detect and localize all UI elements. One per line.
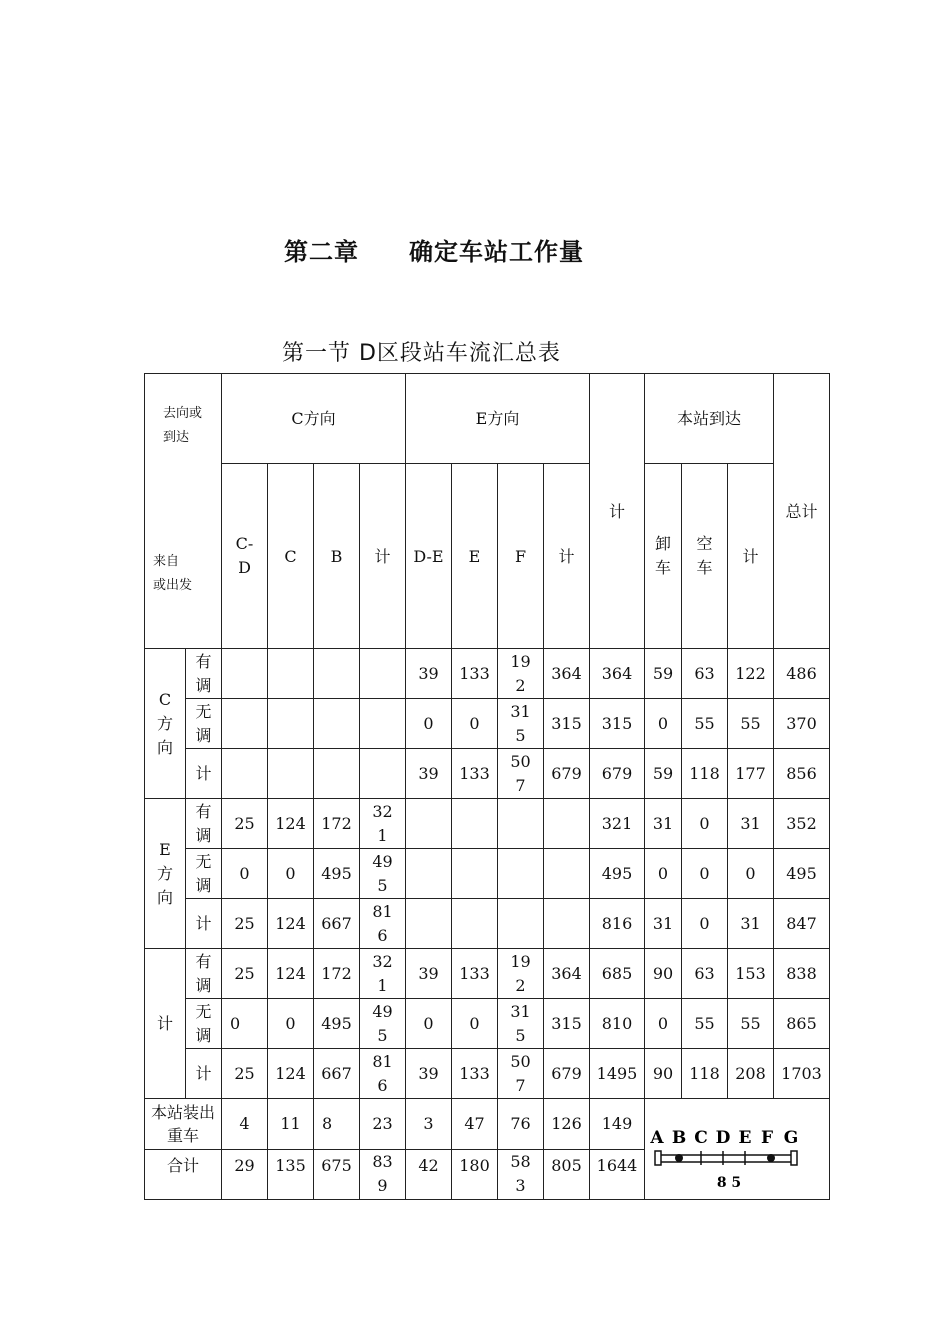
subheader-c-ji: 计	[360, 464, 406, 649]
chapter-title: 第二章 确定车站工作量	[284, 238, 584, 266]
legend-letter: F	[760, 1128, 774, 1148]
section-title: 第一节 D区段站车流汇总表	[282, 341, 561, 366]
table-cell: 172	[314, 799, 360, 849]
table-row	[145, 899, 830, 949]
table-cell: 507	[498, 749, 544, 799]
table-cell	[406, 899, 452, 949]
table-cell: 0	[406, 999, 452, 1049]
row-type-label: 有调	[186, 799, 222, 849]
table-cell: 124	[268, 899, 314, 949]
table-cell: 39	[406, 949, 452, 999]
table-cell	[314, 749, 360, 799]
table-row	[145, 649, 830, 699]
table-cell	[314, 649, 360, 699]
table-cell	[544, 899, 590, 949]
table-cell	[222, 749, 268, 799]
subheader-unload: 卸车	[645, 464, 682, 649]
legend-sub-label: 8 5	[716, 1175, 742, 1191]
table-cell: 31	[645, 899, 682, 949]
legend-letters	[649, 1128, 798, 1148]
row-group-label: 计	[145, 949, 186, 1099]
table-cell: 118	[682, 749, 728, 799]
track-node	[767, 1154, 775, 1162]
table-cell	[360, 749, 406, 799]
sum-cell: 180	[452, 1149, 498, 1200]
sum-cell: 839	[360, 1149, 406, 1200]
load-cell: 8	[314, 1099, 360, 1150]
table-cell: 679	[544, 749, 590, 799]
table-cell: 856	[774, 749, 830, 799]
station-layout-legend	[645, 1099, 830, 1200]
sum-row-label: 合计	[145, 1149, 222, 1200]
table-cell: 63	[682, 649, 728, 699]
legend-letter: C	[694, 1128, 708, 1148]
table-cell	[406, 799, 452, 849]
table-cell: 315	[498, 999, 544, 1049]
legend-letter: A	[650, 1128, 664, 1148]
track-end-right	[791, 1151, 797, 1165]
subheader-empty: 空车	[682, 464, 728, 649]
table-cell: 667	[314, 1049, 360, 1099]
subheader-e-de: D-E	[406, 464, 452, 649]
table-cell: 1703	[774, 1049, 830, 1099]
table-cell: 679	[590, 749, 645, 799]
subheader-e-f: F	[498, 464, 544, 649]
table-cell: 495	[590, 849, 645, 899]
table-cell: 31	[728, 899, 774, 949]
table-cell: 0	[682, 899, 728, 949]
load-cell: 76	[498, 1099, 544, 1150]
header-local-arrival: 本站到达	[645, 374, 774, 464]
table-cell: 39	[406, 649, 452, 699]
table-cell: 364	[590, 649, 645, 699]
table-cell: 847	[774, 899, 830, 949]
table-cell: 90	[645, 949, 682, 999]
table-cell: 59	[645, 749, 682, 799]
table-cell: 321	[590, 799, 645, 849]
header-e-direction: E方向	[406, 374, 590, 464]
sum-cell: 135	[268, 1149, 314, 1200]
table-cell: 124	[268, 1049, 314, 1099]
table-cell: 685	[590, 949, 645, 999]
legend-letter: B	[671, 1128, 687, 1148]
table-cell: 39	[406, 749, 452, 799]
table-cell: 321	[360, 799, 406, 849]
legend-letter: D	[715, 1128, 731, 1148]
row-group-label: E方向	[145, 799, 186, 949]
table-cell	[222, 699, 268, 749]
table-cell	[498, 849, 544, 899]
load-cell: 47	[452, 1099, 498, 1150]
table-cell: 816	[360, 899, 406, 949]
station-layout-diagram	[645, 1099, 828, 1199]
sum-cell: 583	[498, 1149, 544, 1200]
table-cell: 810	[590, 999, 645, 1049]
table-cell: 63	[682, 949, 728, 999]
table-cell: 816	[360, 1049, 406, 1099]
table-cell: 315	[498, 699, 544, 749]
table-row	[145, 799, 830, 849]
header-ji: 计	[590, 374, 645, 649]
load-cell: 23	[360, 1099, 406, 1150]
table-cell: 0	[222, 999, 268, 1049]
table-row	[145, 849, 830, 899]
table-cell: 0	[645, 699, 682, 749]
table-cell	[268, 649, 314, 699]
table-cell: 55	[728, 699, 774, 749]
load-cell: 11	[268, 1099, 314, 1150]
table-cell: 0	[645, 999, 682, 1049]
table-cell: 0	[268, 849, 314, 899]
table-cell	[452, 799, 498, 849]
table-row	[145, 1049, 830, 1099]
table-cell: 0	[682, 849, 728, 899]
row-type-label: 无调	[186, 849, 222, 899]
sum-cell: 29	[222, 1149, 268, 1200]
table-cell: 507	[498, 1049, 544, 1099]
corner-header-cell	[145, 374, 222, 649]
table-cell: 1495	[590, 1049, 645, 1099]
load-cell: 4	[222, 1099, 268, 1150]
table-cell: 352	[774, 799, 830, 849]
table-cell: 39	[406, 1049, 452, 1099]
table-cell: 133	[452, 749, 498, 799]
subheader-c-b: B	[314, 464, 360, 649]
track-node	[675, 1154, 683, 1162]
header-c-direction: C方向	[222, 374, 406, 464]
table-cell: 133	[452, 949, 498, 999]
table-cell: 153	[728, 949, 774, 999]
table-cell: 364	[544, 649, 590, 699]
table-cell: 315	[544, 999, 590, 1049]
table-cell: 31	[728, 799, 774, 849]
table-cell: 679	[544, 1049, 590, 1099]
row-group-label: C方向	[145, 649, 186, 799]
legend-letter: E	[738, 1128, 752, 1148]
table-cell	[360, 649, 406, 699]
table-cell: 124	[268, 949, 314, 999]
load-cell: 3	[406, 1099, 452, 1150]
table-cell: 865	[774, 999, 830, 1049]
table-cell: 25	[222, 799, 268, 849]
table-cell	[544, 849, 590, 899]
table-cell	[406, 849, 452, 899]
table-cell: 55	[682, 999, 728, 1049]
table-cell: 0	[645, 849, 682, 899]
table-row	[145, 949, 830, 999]
table-cell: 25	[222, 1049, 268, 1099]
table-cell: 315	[590, 699, 645, 749]
table-cell	[452, 899, 498, 949]
table-cell: 177	[728, 749, 774, 799]
table-cell: 192	[498, 949, 544, 999]
table-cell: 495	[314, 849, 360, 899]
table-cell	[544, 799, 590, 849]
table-cell: 0	[452, 999, 498, 1049]
table-cell	[268, 699, 314, 749]
table-cell: 495	[360, 999, 406, 1049]
load-row-label: 本站装出重车	[145, 1099, 222, 1150]
load-cell: 126	[544, 1099, 590, 1150]
sum-cell: 1644	[590, 1149, 645, 1200]
table-row	[145, 699, 830, 749]
table-cell: 31	[645, 799, 682, 849]
sum-cell: 675	[314, 1149, 360, 1200]
table-cell: 55	[682, 699, 728, 749]
row-type-label: 无调	[186, 999, 222, 1049]
table-cell	[452, 849, 498, 899]
table-cell: 816	[590, 899, 645, 949]
table-cell	[222, 649, 268, 699]
subheader-c-cd: C-D	[222, 464, 268, 649]
table-cell	[498, 899, 544, 949]
table-cell: 25	[222, 949, 268, 999]
row-type-label: 计	[186, 749, 222, 799]
table-cell: 55	[728, 999, 774, 1049]
table-cell: 124	[268, 799, 314, 849]
table-cell: 0	[728, 849, 774, 899]
track-end-left	[655, 1151, 661, 1165]
row-type-label: 计	[186, 899, 222, 949]
table-cell: 486	[774, 649, 830, 699]
row-type-label: 无调	[186, 699, 222, 749]
table-cell	[498, 799, 544, 849]
sum-cell: 42	[406, 1149, 452, 1200]
table-cell: 192	[498, 649, 544, 699]
table-cell: 118	[682, 1049, 728, 1099]
table-cell: 0	[222, 849, 268, 899]
table-cell: 59	[645, 649, 682, 699]
row-type-label: 有调	[186, 649, 222, 699]
table-row	[145, 749, 830, 799]
table-cell: 133	[452, 649, 498, 699]
corner-top-label: 去向或 到达	[163, 406, 203, 445]
table-cell: 0	[406, 699, 452, 749]
table-cell: 838	[774, 949, 830, 999]
table-cell: 25	[222, 899, 268, 949]
table-cell: 122	[728, 649, 774, 699]
table-cell: 172	[314, 949, 360, 999]
subheader-e-e: E	[452, 464, 498, 649]
table-cell: 495	[360, 849, 406, 899]
table-cell: 90	[645, 1049, 682, 1099]
load-row	[145, 1099, 830, 1150]
subheader-c-c: C	[268, 464, 314, 649]
sum-cell: 805	[544, 1149, 590, 1200]
legend-letter: G	[783, 1128, 799, 1148]
table-cell: 315	[544, 699, 590, 749]
row-type-label: 计	[186, 1049, 222, 1099]
table-cell: 0	[268, 999, 314, 1049]
table-cell: 495	[314, 999, 360, 1049]
table-cell: 0	[682, 799, 728, 849]
row-type-label: 有调	[186, 949, 222, 999]
car-flow-summary-table	[144, 373, 830, 1200]
subheader-arrive-ji: 计	[728, 464, 774, 649]
table-cell: 364	[544, 949, 590, 999]
corner-bottom-label: 来自 或出发	[153, 554, 193, 593]
table-cell	[314, 699, 360, 749]
table-row	[145, 999, 830, 1049]
table-cell	[268, 749, 314, 799]
table-cell: 667	[314, 899, 360, 949]
subheader-e-ji: 计	[544, 464, 590, 649]
table-body	[145, 649, 830, 1099]
table-cell	[360, 699, 406, 749]
table-cell: 321	[360, 949, 406, 999]
table-cell: 370	[774, 699, 830, 749]
table-cell: 208	[728, 1049, 774, 1099]
header-grand-total: 总计	[774, 374, 830, 649]
table-cell: 0	[452, 699, 498, 749]
table-cell: 495	[774, 849, 830, 899]
table-cell: 133	[452, 1049, 498, 1099]
load-cell: 149	[590, 1099, 645, 1150]
